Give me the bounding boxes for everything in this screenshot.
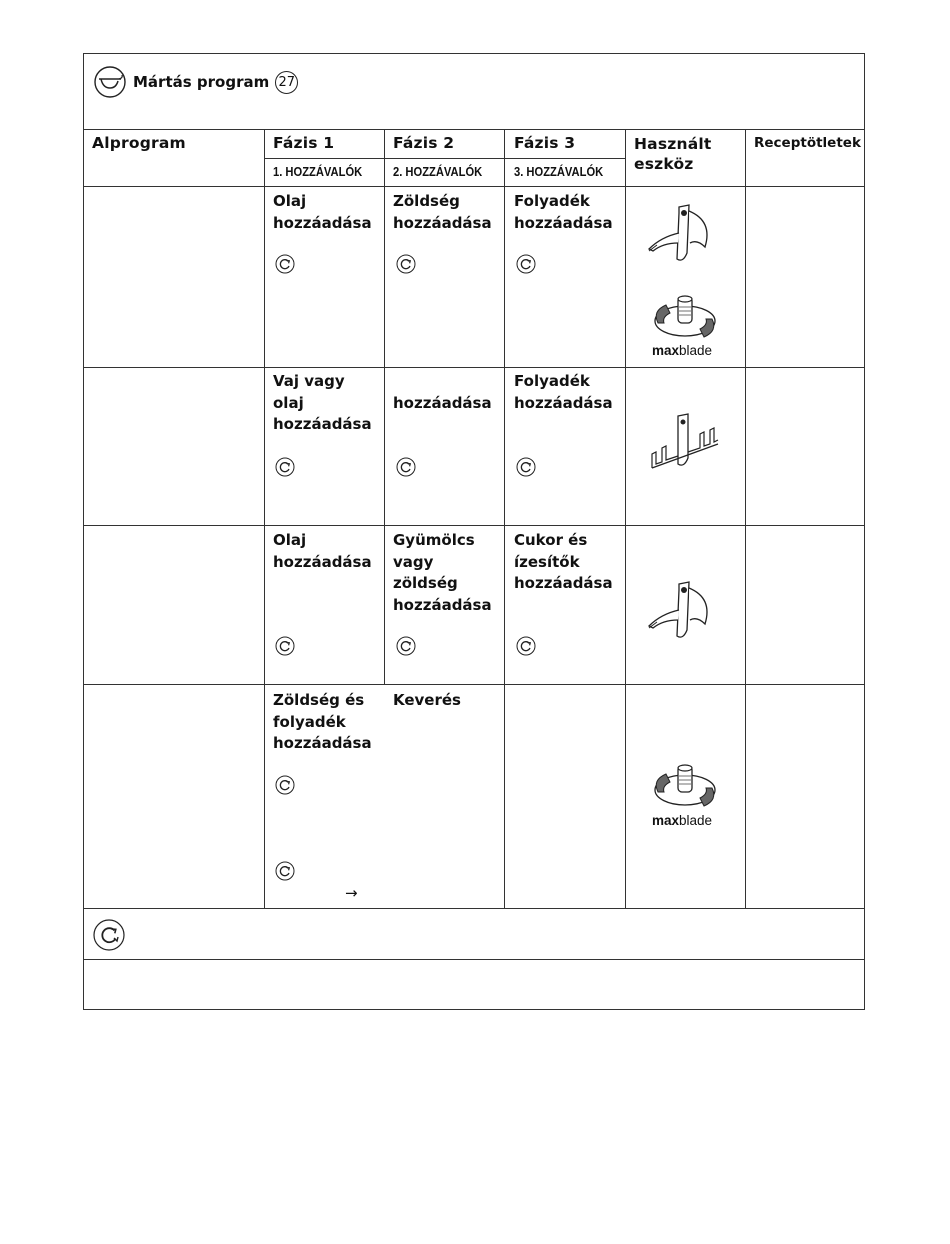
col-header-phase1: Fázis 1	[273, 134, 335, 152]
cycle-icon	[275, 636, 295, 656]
ingredients-label-1: 1. HOZZÁVALÓK	[273, 164, 363, 179]
ingredients-label-3: 3. HOZZÁVALÓK	[514, 164, 604, 179]
kneading-hook-icon	[643, 580, 715, 645]
cycle-icon	[275, 254, 295, 274]
row1-phase3: Folyadék hozzáadása	[514, 192, 613, 232]
col-header-recipes: Receptötletek	[754, 135, 861, 151]
ingredients-label-2: 2. HOZZÁVALÓK	[393, 164, 483, 179]
col-header-alprogram: Alprogram	[92, 134, 186, 152]
maxblade-icon	[648, 762, 722, 812]
program-number: 27	[278, 74, 295, 90]
row4-phase1: Zöldség és folyadék hozzáadása	[273, 691, 372, 752]
cycle-icon	[396, 254, 416, 274]
col-header-phase3: Fázis 3	[514, 134, 576, 152]
row2-phase3: Folyadék hozzáadása	[514, 372, 613, 412]
arrow-right-icon: →	[345, 884, 358, 902]
cycle-icon	[275, 861, 295, 881]
row1-phase1: Olaj hozzáadása	[273, 192, 372, 232]
page-title: Mártás program	[133, 73, 270, 91]
col-header-phase2: Fázis 2	[393, 134, 455, 152]
row4-phase2: Keverés	[393, 691, 461, 709]
row2-phase1: Vaj vagy olaj hozzáadása	[273, 372, 372, 433]
whisk-icon	[648, 412, 723, 482]
row3-phase1: Olaj hozzáadása	[273, 531, 372, 571]
row3-phase3: Cukor és ízesítők hozzáadása	[514, 531, 613, 592]
row3-phase2: Gyümölcs vagy zöldség hozzáadása	[393, 531, 492, 614]
maxblade-label: maxblade	[652, 343, 713, 358]
cycle-icon	[516, 636, 536, 656]
row1-phase2: Zöldség hozzáadása	[393, 192, 492, 232]
cycle-icon	[396, 636, 416, 656]
cycle-icon	[396, 457, 416, 477]
kneading-hook-icon	[643, 203, 715, 268]
cycle-icon	[93, 919, 125, 951]
cycle-icon	[516, 457, 536, 477]
cycle-icon	[275, 457, 295, 477]
cycle-icon	[516, 254, 536, 274]
cycle-icon	[275, 775, 295, 795]
maxblade-icon	[648, 293, 722, 343]
maxblade-label: maxblade	[652, 813, 713, 828]
row2-phase2: hozzáadása	[393, 394, 492, 412]
col-header-tool: Használt eszköz	[634, 135, 712, 173]
